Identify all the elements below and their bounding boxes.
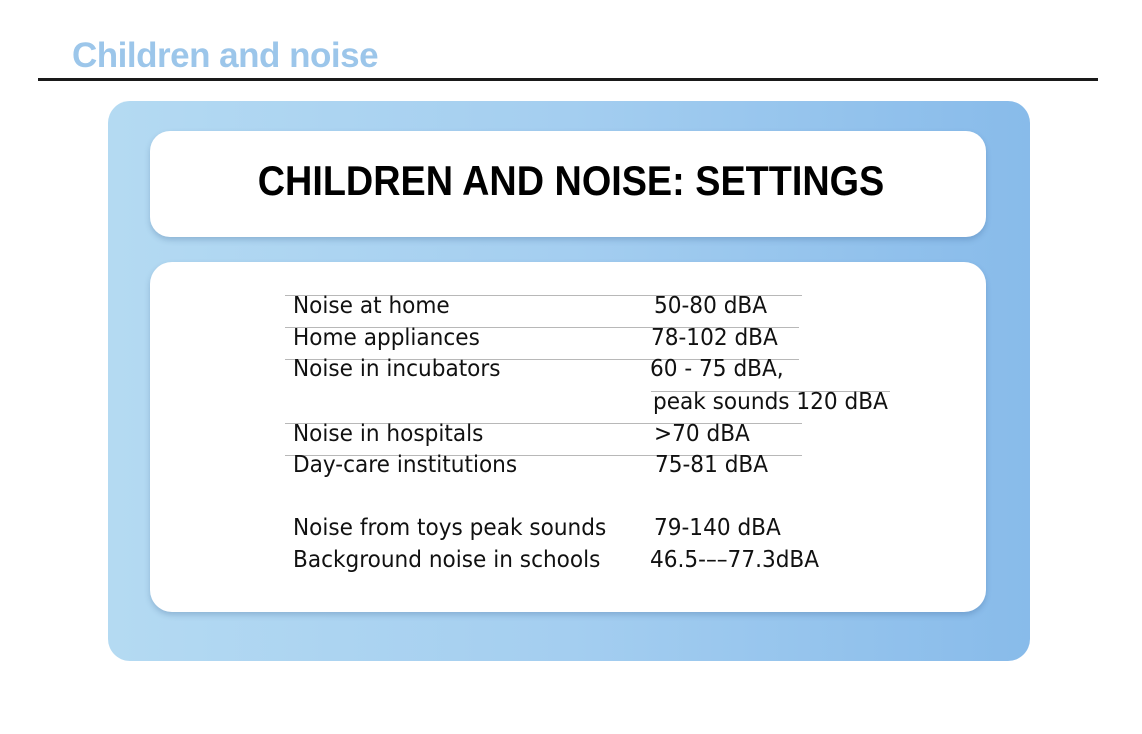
setting-label: Noise in incubators	[293, 356, 501, 382]
setting-label: Noise from toys peak sounds	[293, 515, 607, 541]
noise-level: >70 dBA	[654, 421, 750, 447]
setting-label: Noise in hospitals	[293, 421, 484, 447]
noise-level: 60 - 75 dBA,	[650, 356, 784, 382]
noise-level: 75-81 dBA	[655, 452, 769, 478]
noise-level: 50-80 dBA	[654, 293, 768, 319]
slide-title: CHILDREN AND NOISE: SETTINGS	[257, 157, 885, 204]
noise-level-detail: peak sounds 120 dBA	[653, 389, 888, 415]
noise-level: 46.5-––77.3dBA	[650, 547, 820, 573]
page-heading: Children and noise	[72, 36, 379, 75]
heading-divider	[38, 78, 1098, 81]
setting-label: Noise at home	[293, 293, 450, 319]
noise-level: 78-102 dBA	[651, 325, 778, 351]
setting-label: Background noise in schools	[293, 547, 601, 573]
noise-level: 79-140 dBA	[654, 515, 781, 541]
setting-label: Home appliances	[293, 325, 480, 351]
setting-label: Day-care institutions	[293, 452, 518, 478]
